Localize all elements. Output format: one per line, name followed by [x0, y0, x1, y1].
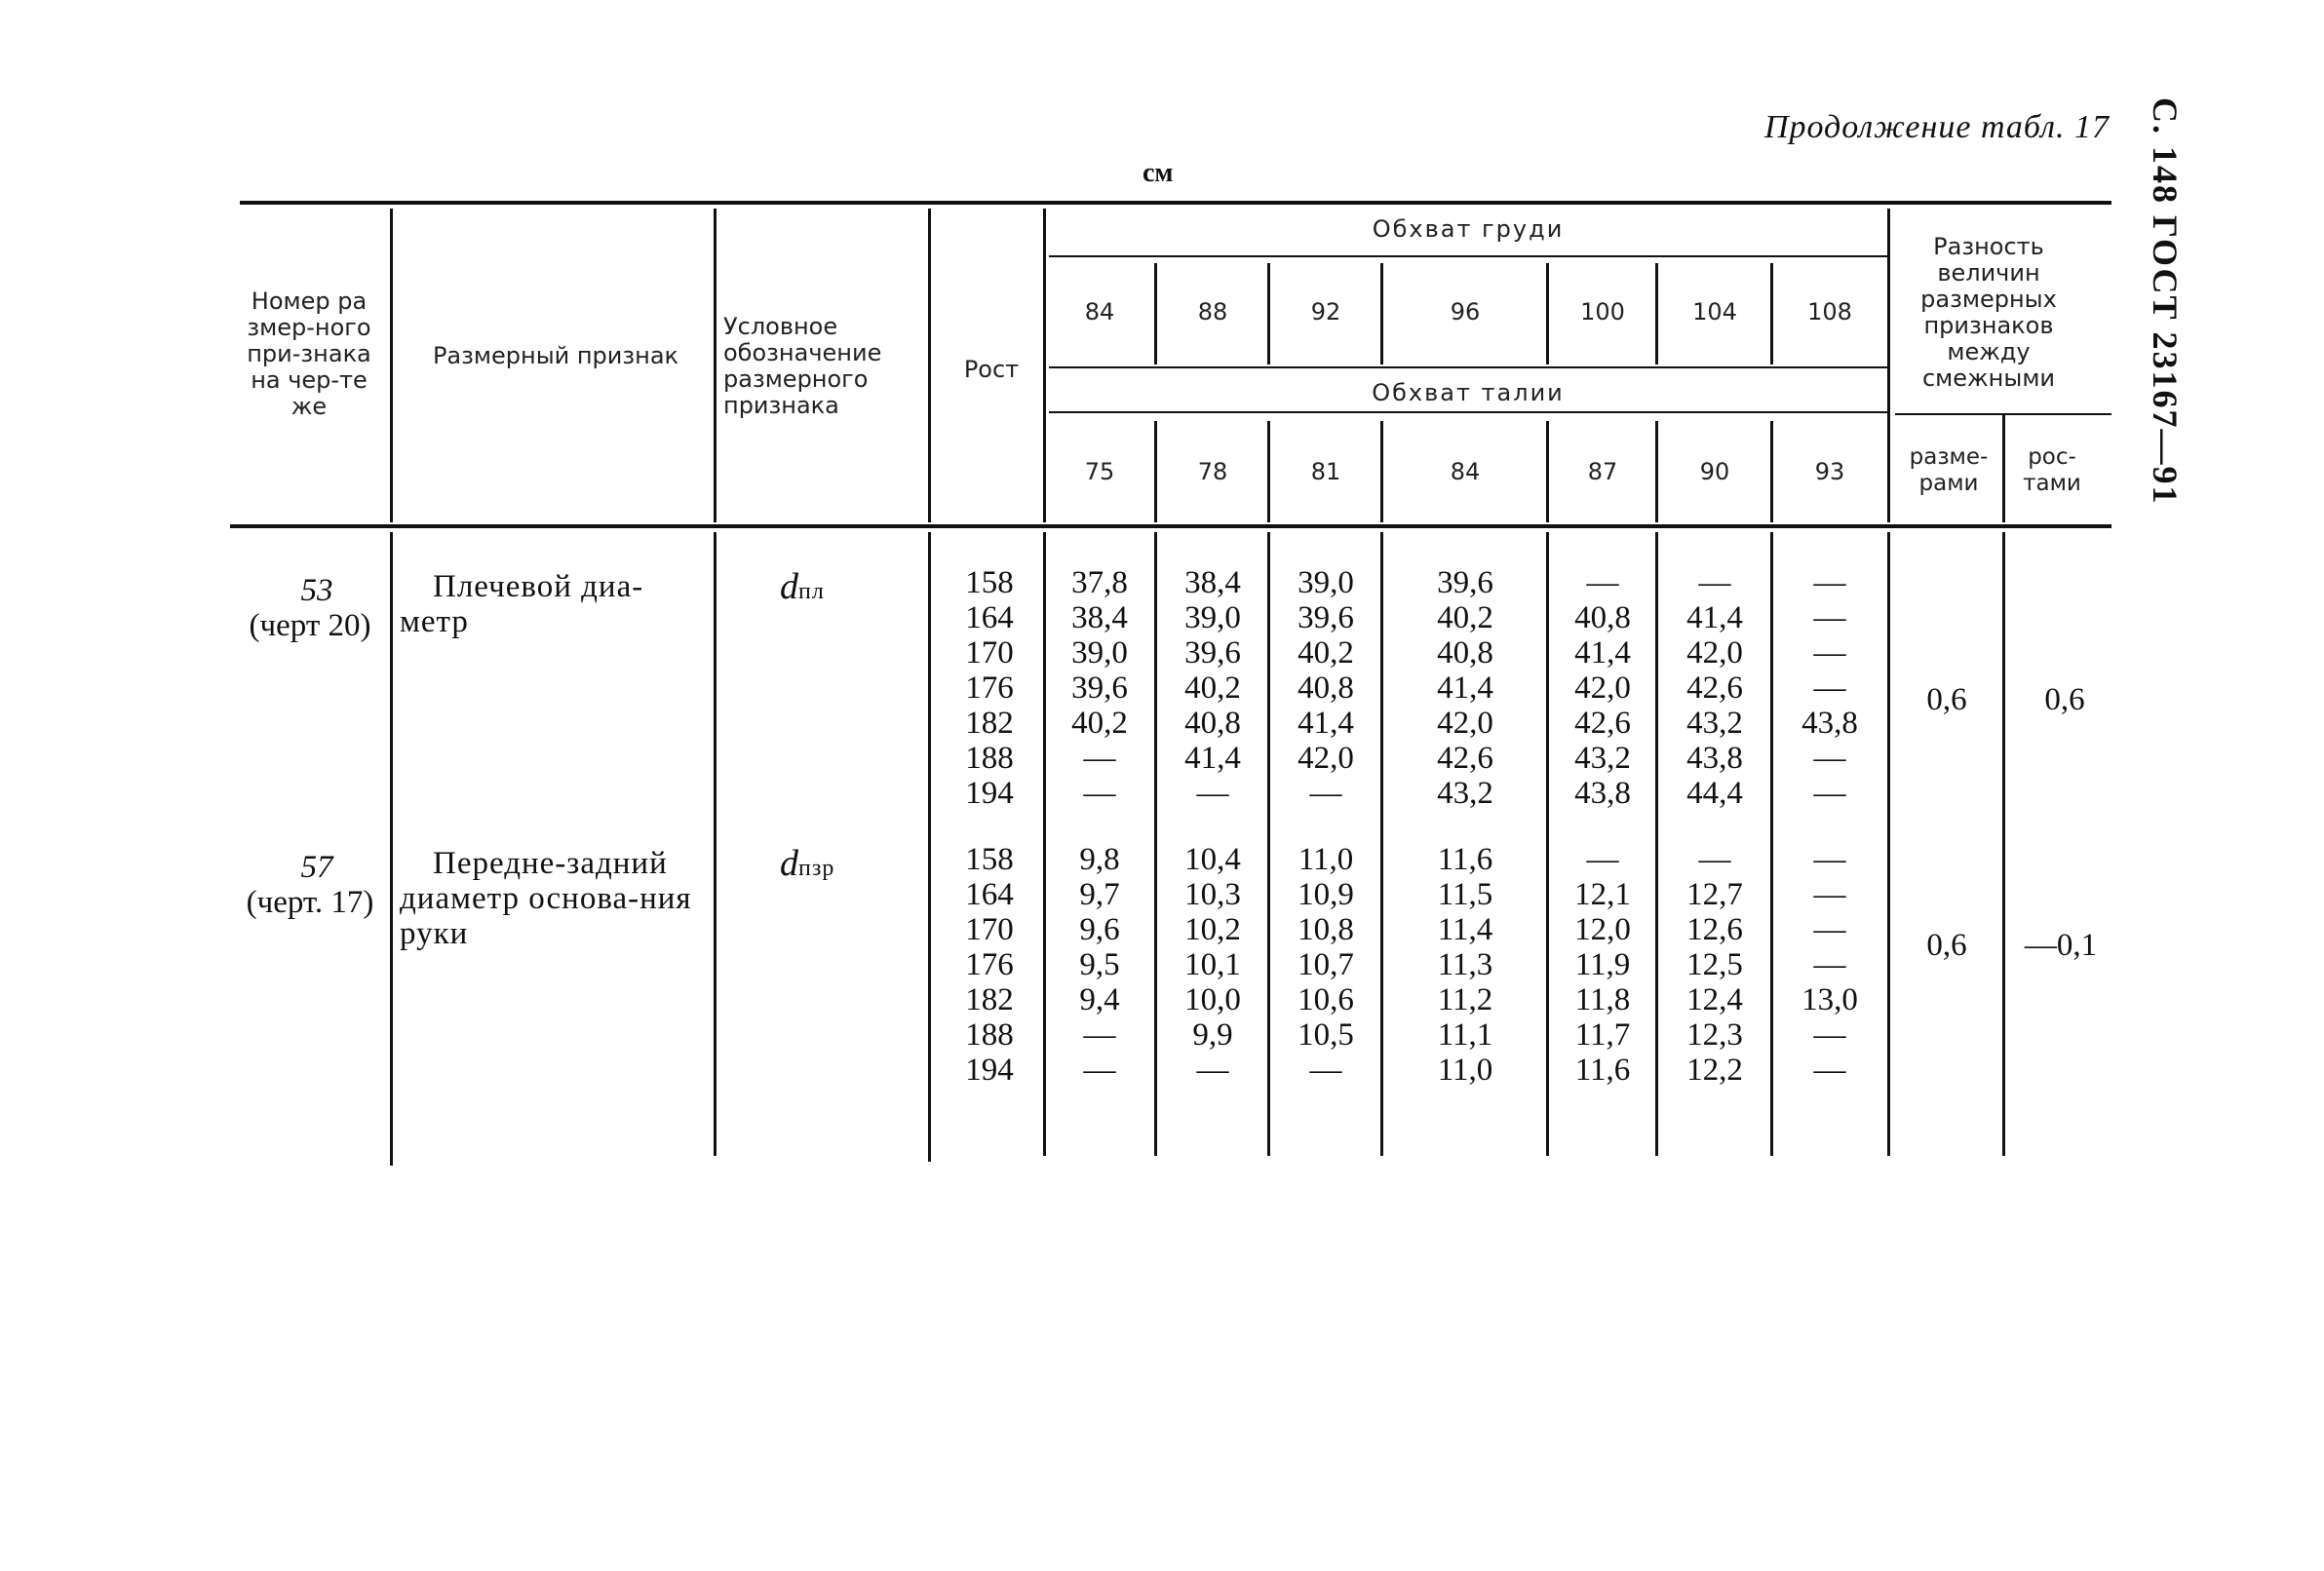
table-cell: 12,6	[1686, 912, 1743, 947]
table-cell: 12,1	[1574, 877, 1631, 912]
table-cell: 9,8	[1079, 842, 1120, 877]
header-waist-label: Обхват талии	[1372, 379, 1565, 406]
value-column	[1382, 842, 1548, 1088]
column-divider	[1267, 421, 1270, 522]
table-cell: 11,6	[1437, 842, 1493, 877]
column-divider	[1770, 532, 1773, 1156]
table-cell: 42,0	[1298, 741, 1354, 776]
column-divider	[1655, 421, 1658, 522]
column-divider	[1546, 421, 1549, 522]
table-cell: 10,2	[1184, 912, 1241, 947]
table-cell: 12,7	[1686, 877, 1743, 912]
table-cell: 12,0	[1574, 912, 1631, 947]
height-value: 194	[965, 776, 1014, 811]
chest-value: 104	[1692, 298, 1737, 326]
column-divider	[1380, 421, 1383, 522]
value-column	[1772, 565, 1887, 811]
table-cell: 12,2	[1686, 1053, 1743, 1088]
value-column	[1043, 842, 1156, 1088]
table-cell: 11,9	[1574, 947, 1631, 982]
row-symbol-sub: пл	[798, 579, 825, 604]
value-column	[1269, 842, 1382, 1088]
table-cell: 43,8	[1801, 706, 1858, 741]
table-cell: 11,4	[1437, 912, 1493, 947]
row-feature: Передне-задний диаметр основа-ния руки	[400, 846, 692, 951]
table-cell: 39,0	[1298, 565, 1354, 600]
table-cell: —	[1196, 776, 1229, 811]
column-divider	[1770, 421, 1773, 522]
value-column	[1382, 565, 1548, 811]
table-cell: 39,6	[1298, 600, 1354, 635]
column-divider	[1770, 263, 1773, 364]
table-cell: 11,7	[1574, 1017, 1631, 1053]
table-cell: 9,7	[1079, 877, 1120, 912]
table-cell: —	[1813, 1053, 1846, 1088]
table-cell: 40,8	[1437, 635, 1493, 671]
chest-value: 92	[1310, 298, 1341, 326]
table-cell: 39,0	[1071, 635, 1128, 671]
value-column	[1772, 842, 1887, 1088]
table-cell: 41,4	[1574, 635, 1631, 671]
table-cell: 40,8	[1574, 600, 1631, 635]
units-label: см	[1143, 158, 1174, 188]
table-cell: 40,2	[1298, 635, 1354, 671]
chest-value: 84	[1084, 298, 1115, 326]
table-caption: Продолжение табл. 17	[1763, 109, 2110, 145]
table-cell: —	[1813, 635, 1846, 671]
table-cell: —	[1196, 1053, 1229, 1088]
table-cell: —	[1813, 600, 1846, 635]
height-value: 188	[965, 1017, 1014, 1053]
table-cell: —	[1813, 842, 1846, 877]
table-cell: 38,4	[1071, 600, 1128, 635]
table-cell: 43,2	[1686, 706, 1743, 741]
column-divider	[1267, 263, 1270, 364]
table-cell: 39,6	[1071, 671, 1128, 706]
table-cell: —	[1813, 741, 1846, 776]
row-reference: (черт. 17)	[246, 885, 374, 920]
table-cell: 10,8	[1298, 912, 1354, 947]
row-reference: (черт 20)	[249, 608, 371, 643]
table-cell: 12,5	[1686, 947, 1743, 982]
waist-value: 84	[1450, 458, 1481, 485]
header-height: Рост	[963, 356, 1020, 383]
table-cell: 9,5	[1079, 947, 1120, 982]
table-cell: 43,8	[1686, 741, 1743, 776]
chest-value: 100	[1580, 298, 1625, 326]
table-cell: 42,0	[1686, 635, 1743, 671]
body-divider	[928, 532, 931, 1162]
row-feature: Плечевой диа-метр	[400, 569, 644, 639]
chest-value: 88	[1197, 298, 1228, 326]
height-value: 170	[965, 912, 1014, 947]
chest-rule	[1049, 255, 1887, 257]
table-cell: 42,6	[1686, 671, 1743, 706]
table-cell: 11,0	[1298, 842, 1354, 877]
table-cell: —	[1813, 912, 1846, 947]
table-cell: 10,4	[1184, 842, 1241, 877]
table-cell: 40,8	[1184, 706, 1241, 741]
header-divider	[928, 209, 931, 522]
table-cell: —	[1586, 565, 1619, 600]
height-value: 164	[965, 600, 1014, 635]
row-heights	[946, 565, 1033, 811]
table-cell: 9,4	[1079, 982, 1120, 1017]
table-cell: 41,4	[1686, 600, 1743, 635]
table-cell: —	[1813, 565, 1846, 600]
height-value: 176	[965, 947, 1014, 982]
row-symbol	[780, 566, 825, 609]
table-cell: 42,6	[1437, 741, 1493, 776]
header-divider	[714, 209, 717, 522]
header-chest-label: Обхват груди	[1372, 215, 1565, 243]
table-cell: 10,7	[1298, 947, 1354, 982]
table-cell: 40,2	[1437, 600, 1493, 635]
table-cell: —	[1813, 877, 1846, 912]
table-cell: 11,0	[1437, 1053, 1493, 1088]
waist-values-row	[1043, 458, 1887, 497]
body-divider	[714, 532, 717, 1156]
side-page-header-text: С. 148 ГОСТ 23167—91	[2146, 97, 2185, 506]
table-cell: —	[1813, 1017, 1846, 1053]
column-divider	[1380, 532, 1383, 1156]
table-cell: 43,2	[1437, 776, 1493, 811]
header-number	[226, 288, 392, 420]
table-cell: 42,0	[1437, 706, 1493, 741]
waist-value: 93	[1814, 458, 1845, 485]
row-symbol-sub: пзр	[798, 856, 835, 881]
table-cell: 11,8	[1574, 982, 1631, 1017]
table-cell: —	[1083, 741, 1116, 776]
value-column	[1548, 565, 1657, 811]
table-cell: 11,5	[1437, 877, 1493, 912]
table-cell: 42,6	[1574, 706, 1631, 741]
header-diff-sizes: разме-рами	[1909, 444, 1989, 496]
height-value: 164	[965, 877, 1014, 912]
table-cell: 43,2	[1574, 741, 1631, 776]
chest-values-row	[1043, 298, 1887, 337]
row-heights	[946, 842, 1033, 1088]
table-cell: 41,4	[1298, 706, 1354, 741]
waist-value: 81	[1310, 458, 1341, 485]
row-diff-heights: —0,1	[2024, 928, 2098, 963]
table-cell: 10,1	[1184, 947, 1241, 982]
value-column	[1657, 565, 1772, 811]
value-column	[1156, 565, 1269, 811]
header-difference: Разность величин размерных признаков между смежными	[1920, 233, 2057, 392]
waist-value: 90	[1699, 458, 1730, 485]
column-divider	[1655, 532, 1658, 1156]
waist-value: 87	[1587, 458, 1618, 485]
table-cell: 10,6	[1298, 982, 1354, 1017]
row-diff-heights: 0,6	[2044, 682, 2085, 717]
value-column	[1269, 565, 1382, 811]
header-number-text: Номер размер-ного при-знака на чер-теже	[247, 287, 371, 420]
side-page-header	[2127, 97, 2199, 546]
table-cell: 37,8	[1071, 565, 1128, 600]
table-cell: 39,6	[1437, 565, 1493, 600]
table-cell: 43,8	[1574, 776, 1631, 811]
table-cell: 40,2	[1071, 706, 1128, 741]
table-cell: —	[1083, 776, 1116, 811]
table-cell: 10,3	[1184, 877, 1241, 912]
table-cell: —	[1083, 1053, 1116, 1088]
table-cell: 12,4	[1686, 982, 1743, 1017]
header-diff-heights: рос-тами	[2023, 444, 2081, 496]
height-value: 158	[965, 565, 1014, 600]
column-divider	[1546, 263, 1549, 364]
table-cell: 12,3	[1686, 1017, 1743, 1053]
table-cell: 39,6	[1184, 635, 1241, 671]
header-bottom-rule	[230, 524, 2111, 528]
table-cell: —	[1309, 776, 1342, 811]
header-divider	[1887, 209, 1890, 522]
column-divider	[1267, 532, 1270, 1156]
chest-value: 96	[1450, 298, 1481, 326]
height-value: 176	[965, 671, 1014, 706]
height-value: 158	[965, 842, 1014, 877]
table-cell: 38,4	[1184, 565, 1241, 600]
height-value: 182	[965, 982, 1014, 1017]
row-symbol	[780, 843, 835, 886]
table-cell: —	[1586, 842, 1619, 877]
table-cell: —	[1813, 947, 1846, 982]
table-cell: 40,8	[1298, 671, 1354, 706]
height-value: 188	[965, 741, 1014, 776]
column-divider	[1154, 532, 1157, 1156]
header-feature: Размерный признак	[432, 342, 679, 369]
column-divider	[1154, 263, 1157, 364]
row-symbol-letter: d	[780, 566, 798, 607]
height-value: 170	[965, 635, 1014, 671]
table-cell: 10,5	[1298, 1017, 1354, 1053]
row-diff-sizes: 0,6	[1926, 928, 1967, 963]
body-divider	[1887, 532, 1890, 1156]
table-cell: 42,0	[1574, 671, 1631, 706]
waist-value: 78	[1197, 458, 1228, 485]
height-value: 194	[965, 1053, 1014, 1088]
waist-value: 75	[1084, 458, 1115, 485]
chest-values-rule	[1049, 366, 1887, 368]
value-column	[1043, 565, 1156, 811]
table-cell: —	[1813, 671, 1846, 706]
column-divider	[1546, 532, 1549, 1156]
height-value: 182	[965, 706, 1014, 741]
table-cell: 11,2	[1437, 982, 1493, 1017]
table-cell: 11,6	[1574, 1053, 1631, 1088]
row-number: 53	[300, 573, 333, 608]
table-cell: —	[1698, 565, 1731, 600]
header-symbol: Условное обозначение размерного признака	[723, 313, 882, 419]
value-column	[1156, 842, 1269, 1088]
waist-rule	[1049, 411, 1887, 413]
table-top-rule	[240, 201, 2111, 205]
table-cell: 40,2	[1184, 671, 1241, 706]
table-cell: —	[1083, 1017, 1116, 1053]
table-cell: 10,0	[1184, 982, 1241, 1017]
column-divider	[1655, 263, 1658, 364]
header-divider	[2002, 413, 2005, 522]
table-cell: 41,4	[1184, 741, 1241, 776]
row-number: 57	[300, 850, 333, 885]
body-divider	[2002, 532, 2005, 1156]
table-cell: 39,0	[1184, 600, 1241, 635]
table-cell: —	[1309, 1053, 1342, 1088]
table-cell: 13,0	[1801, 982, 1858, 1017]
table-cell: 10,9	[1298, 877, 1354, 912]
value-column	[1657, 842, 1772, 1088]
table-cell: 44,4	[1686, 776, 1743, 811]
column-divider	[1380, 263, 1383, 364]
table-cell: 11,3	[1437, 947, 1493, 982]
table-cell: —	[1813, 776, 1846, 811]
row-symbol-letter: d	[780, 843, 798, 884]
row-diff-sizes: 0,6	[1926, 682, 1967, 717]
chest-value: 108	[1807, 298, 1852, 326]
table-cell: 41,4	[1437, 671, 1493, 706]
column-divider	[1154, 421, 1157, 522]
table-cell: —	[1698, 842, 1731, 877]
value-column	[1548, 842, 1657, 1088]
table-cell: 11,1	[1437, 1017, 1493, 1053]
table-cell: 9,9	[1192, 1017, 1233, 1053]
table-cell: 9,6	[1079, 912, 1120, 947]
